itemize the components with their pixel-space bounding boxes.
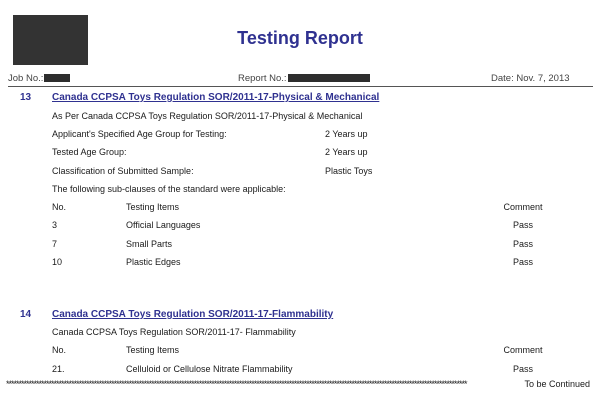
job-number [8,73,70,84]
to-be-continued: To be Continued [524,379,590,389]
row-item: Small Parts [126,239,173,249]
row-comment: Pass [512,257,533,267]
row-item: Celluloid or Cellulose Nitrate Flammability [126,364,293,374]
column-header-no: No. [52,202,67,212]
section-14-title: Canada CCPSA Toys Regulation SOR/2011-17-Flammability [52,309,334,320]
report-number [238,73,370,84]
section-14-intro: Canada CCPSA Toys Regulation SOR/2011-17- Flammability [52,327,296,337]
header-divider [8,86,593,87]
field-label: Tested Age Group: [52,147,127,157]
row-no: 21. [52,364,65,374]
page-footer [6,379,590,389]
field-value: 2 Years up [325,147,368,157]
row-comment: Pass [512,220,533,230]
column-header-comment: Comment [503,345,543,355]
column-header-item: Testing Items [126,345,180,355]
column-header-no: No. [52,345,67,355]
footer-asterisk-line: **************************************************************************************************************************************************************************************** [6,379,467,389]
row-comment: Pass [512,364,533,374]
section-13-note: The following sub-clauses of the standard were applicable: [52,184,286,194]
row-no: 10 [52,257,63,267]
field-value: Plastic Toys [325,166,373,176]
row-item: Plastic Edges [126,257,181,267]
row-no: 7 [52,239,58,249]
field-label: Applicant's Specified Age Group for Testing: [52,129,227,139]
row-no: 3 [52,220,58,230]
report-title: Testing Report [237,28,363,48]
field-label: Classification of Submitted Sample: [52,166,194,176]
job-number-label: Job No.: [8,73,44,84]
report-date: Date: Nov. 7, 2013 [491,73,570,84]
column-header-item: Testing Items [126,202,180,212]
job-number-redacted [44,74,70,82]
row-item: Official Languages [126,220,201,230]
column-header-comment: Comment [503,202,543,212]
field-value: 2 Years up [325,129,368,139]
section-14-number: 14 [20,309,32,320]
section-13-number: 13 [20,92,32,103]
report-number-label: Report No.: [238,73,287,84]
row-comment: Pass [512,239,533,249]
section-13-title: Canada CCPSA Toys Regulation SOR/2011-17-Physical & Mechanical [52,92,380,103]
report-number-redacted [288,74,370,82]
section-13-intro: As Per Canada CCPSA Toys Regulation SOR/2011-17-Physical & Mechanical [52,111,363,121]
